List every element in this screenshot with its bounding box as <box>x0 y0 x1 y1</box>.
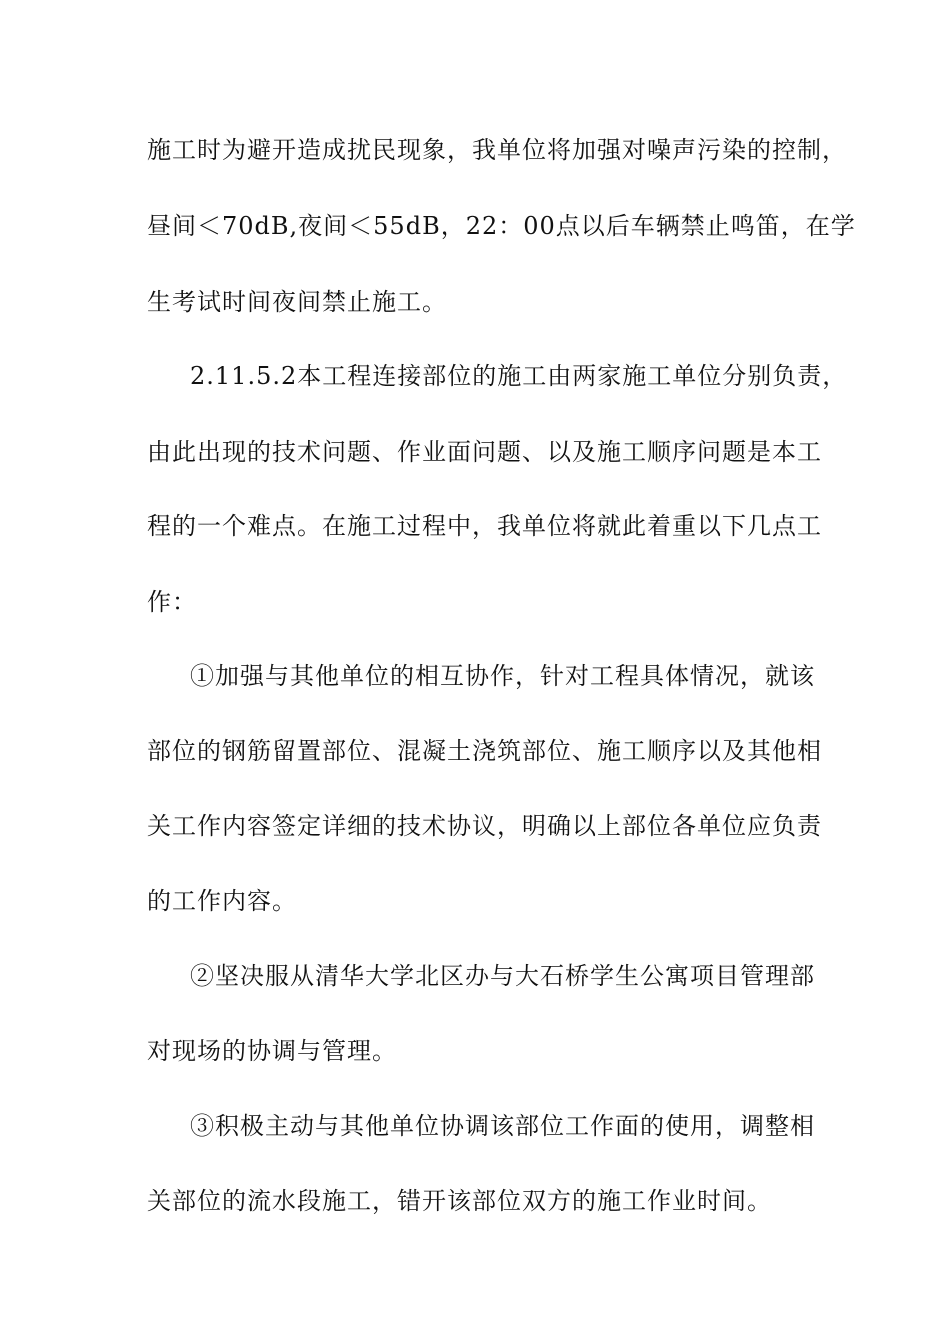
paragraph-line: 关部位的流水段施工，错开该部位双方的施工作业时间。 <box>147 1187 772 1215</box>
paragraph-line: 生考试时间夜间禁止施工。 <box>147 288 447 316</box>
paragraph-line: 由此出现的技术问题、作业面问题、以及施工顺序问题是本工 <box>147 438 822 466</box>
paragraph-line: 施工时为避开造成扰民现象，我单位将加强对噪声污染的控制， <box>147 136 847 164</box>
paragraph-line: 对现场的协调与管理。 <box>147 1037 397 1065</box>
paragraph-line: 的工作内容。 <box>147 887 297 915</box>
list-item-3-line: ③积极主动与其他单位协调该部位工作面的使用，调整相 <box>190 1112 815 1140</box>
paragraph-line: 关工作内容签定详细的技术协议，明确以上部位各单位应负责 <box>147 812 822 840</box>
paragraph-line: 部位的钢筋留置部位、混凝土浇筑部位、施工顺序以及其他相 <box>147 737 822 765</box>
paragraph-line: 程的一个难点。在施工过程中，我单位将就此着重以下几点工 <box>147 512 822 540</box>
section-heading-line: 2.11.5.2本工程连接部位的施工由两家施工单位分别负责， <box>190 362 848 390</box>
list-item-1-line: ①加强与其他单位的相互协作，针对工程具体情况，就该 <box>190 662 815 690</box>
paragraph-line: 昼间＜70dB,夜间＜55dB，22：00点以后车辆禁止鸣笛，在学 <box>147 212 856 240</box>
list-item-2-line: ②坚决服从清华大学北区办与大石桥学生公寓项目管理部 <box>190 962 815 990</box>
paragraph-line: 作： <box>147 588 197 616</box>
